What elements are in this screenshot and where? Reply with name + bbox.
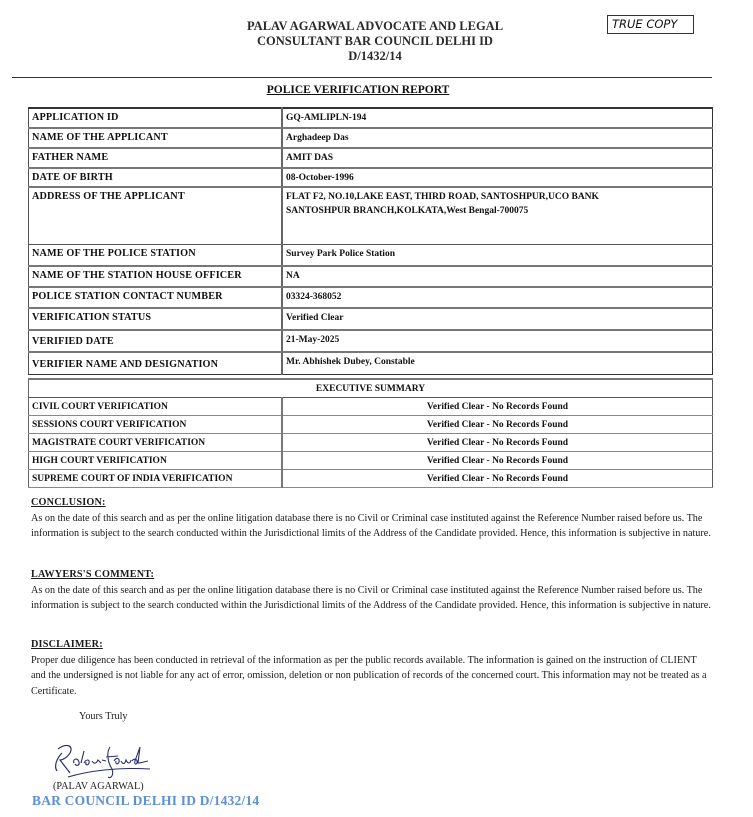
- court-status: Verified Clear - No Records Found: [282, 398, 713, 416]
- field-label: POLICE STATION CONTACT NUMBER: [29, 287, 283, 308]
- letterhead-block: [235, 19, 515, 64]
- lawyers-comment-body: As on the date of this search and as per the online litigation database there is no Civil or Criminal case instituted against the Reference Number raised before us. The information is subject to the search conducted within the Jurisdictional limits of the Address of the Candidate provided. Hence, this information is subjective in nature.: [31, 584, 711, 611]
- field-label: VERIFIED DATE: [29, 330, 283, 352]
- court-label: HIGH COURT VERIFICATION: [29, 452, 283, 470]
- court-status: Verified Clear - No Records Found: [282, 452, 713, 470]
- field-value: Arghadeep Das: [282, 128, 713, 148]
- field-label: VERIFICATION STATUS: [29, 308, 283, 330]
- conclusion-title: CONCLUSION:: [31, 497, 106, 508]
- header-divider: [12, 77, 712, 78]
- true-copy-stamp: TRUE COPY: [607, 15, 694, 34]
- table-row: [29, 148, 713, 168]
- field-value: 08-October-1996: [282, 168, 713, 187]
- lawyers-comment-section: [31, 567, 711, 614]
- field-value: AMIT DAS: [282, 148, 713, 168]
- conclusion-body: As on the date of this search and as per the online litigation database there is no Civil or Criminal case instituted against the Reference Number raised before us. The information is subject to the search conducted within the Jurisdictional limits of the Address of the Candidate provided. Hence, this information is subjective in nature.: [31, 512, 711, 539]
- report-title-text: POLICE VERIFICATION REPORT: [266, 84, 450, 96]
- court-status: Verified Clear - No Records Found: [282, 434, 713, 452]
- disclaimer-section: [31, 637, 711, 699]
- signoff-bar-council-id: BAR COUNCIL DELHI ID D/1432/14: [32, 793, 260, 808]
- table-row: [29, 308, 713, 330]
- field-label: APPLICATION ID: [29, 108, 283, 128]
- field-label: NAME OF THE APPLICANT: [29, 128, 283, 148]
- table-row: [29, 187, 713, 244]
- field-value: GQ-AMLIPLN-194: [282, 108, 713, 128]
- field-value: NA: [282, 266, 713, 287]
- field-label: NAME OF THE POLICE STATION: [29, 244, 283, 266]
- table-row: [29, 108, 713, 128]
- court-label: SUPREME COURT OF INDIA VERIFICATION: [29, 470, 283, 488]
- signer-name: (PALAV AGARWAL): [53, 781, 144, 792]
- table-row: [29, 244, 713, 266]
- table-row: [29, 287, 713, 308]
- bar-council-id: BAR COUNCIL DELHI ID D/1432/14: [344, 34, 493, 63]
- court-status: Verified Clear - No Records Found: [282, 416, 713, 434]
- applicant-details-table: [28, 107, 713, 375]
- summary-heading: EXECUTIVE SUMMARY: [29, 379, 713, 398]
- field-label: ADDRESS OF THE APPLICANT: [29, 187, 283, 244]
- table-row: [29, 168, 713, 187]
- field-value: 03324-368052: [282, 287, 713, 308]
- advocate-title: ADVOCATE AND LEGAL CONSULTANT: [257, 19, 504, 48]
- summary-heading-row: [29, 379, 713, 398]
- table-row: [29, 470, 713, 488]
- court-status: Verified Clear - No Records Found: [282, 470, 713, 488]
- field-value: Survey Park Police Station: [282, 244, 713, 266]
- table-row: [29, 398, 713, 416]
- closing-text: Yours Truly: [79, 711, 128, 722]
- field-label: VERIFIER NAME AND DESIGNATION: [29, 352, 283, 374]
- table-row: [29, 452, 713, 470]
- field-label: NAME OF THE STATION HOUSE OFFICER: [29, 266, 283, 287]
- field-value: Verified Clear: [282, 308, 713, 330]
- table-row: [29, 128, 713, 148]
- table-row: [29, 330, 713, 352]
- field-value: 21-May-2025: [282, 330, 713, 352]
- table-row: [29, 352, 713, 374]
- table-row: [29, 416, 713, 434]
- conclusion-section: [31, 495, 711, 542]
- executive-summary-table: [28, 378, 713, 488]
- court-label: SESSIONS COURT VERIFICATION: [29, 416, 283, 434]
- court-label: MAGISTRATE COURT VERIFICATION: [29, 434, 283, 452]
- report-title: [0, 84, 680, 96]
- field-value: FLAT F2, NO.10,LAKE EAST, THIRD ROAD, SANTOSHPUR,UCO BANK SANTOSHPUR BRANCH,KOLKATA,West Bengal-700075: [282, 187, 713, 244]
- disclaimer-title: DISCLAIMER:: [31, 639, 103, 650]
- table-row: [29, 266, 713, 287]
- table-row: [29, 434, 713, 452]
- lawyers-comment-title: LAWYERS'S COMMENT:: [31, 569, 155, 580]
- court-label: CIVIL COURT VERIFICATION: [29, 398, 283, 416]
- field-value: Mr. Abhishek Dubey, Constable: [282, 352, 713, 374]
- field-label: DATE OF BIRTH: [29, 168, 283, 187]
- advocate-name: PALAV AGARWAL: [246, 19, 354, 33]
- signature-image: [48, 733, 158, 781]
- disclaimer-body: Proper due diligence has been conducted in retrieval of the information as per the public records available. The information is gained on the instruction of CLIENT and the undersigned is not liable for any act of error, omission, deletion or non publication of records of the concerned court. This information may not be treated as a Certificate.: [31, 654, 707, 697]
- field-label: FATHER NAME: [29, 148, 283, 168]
